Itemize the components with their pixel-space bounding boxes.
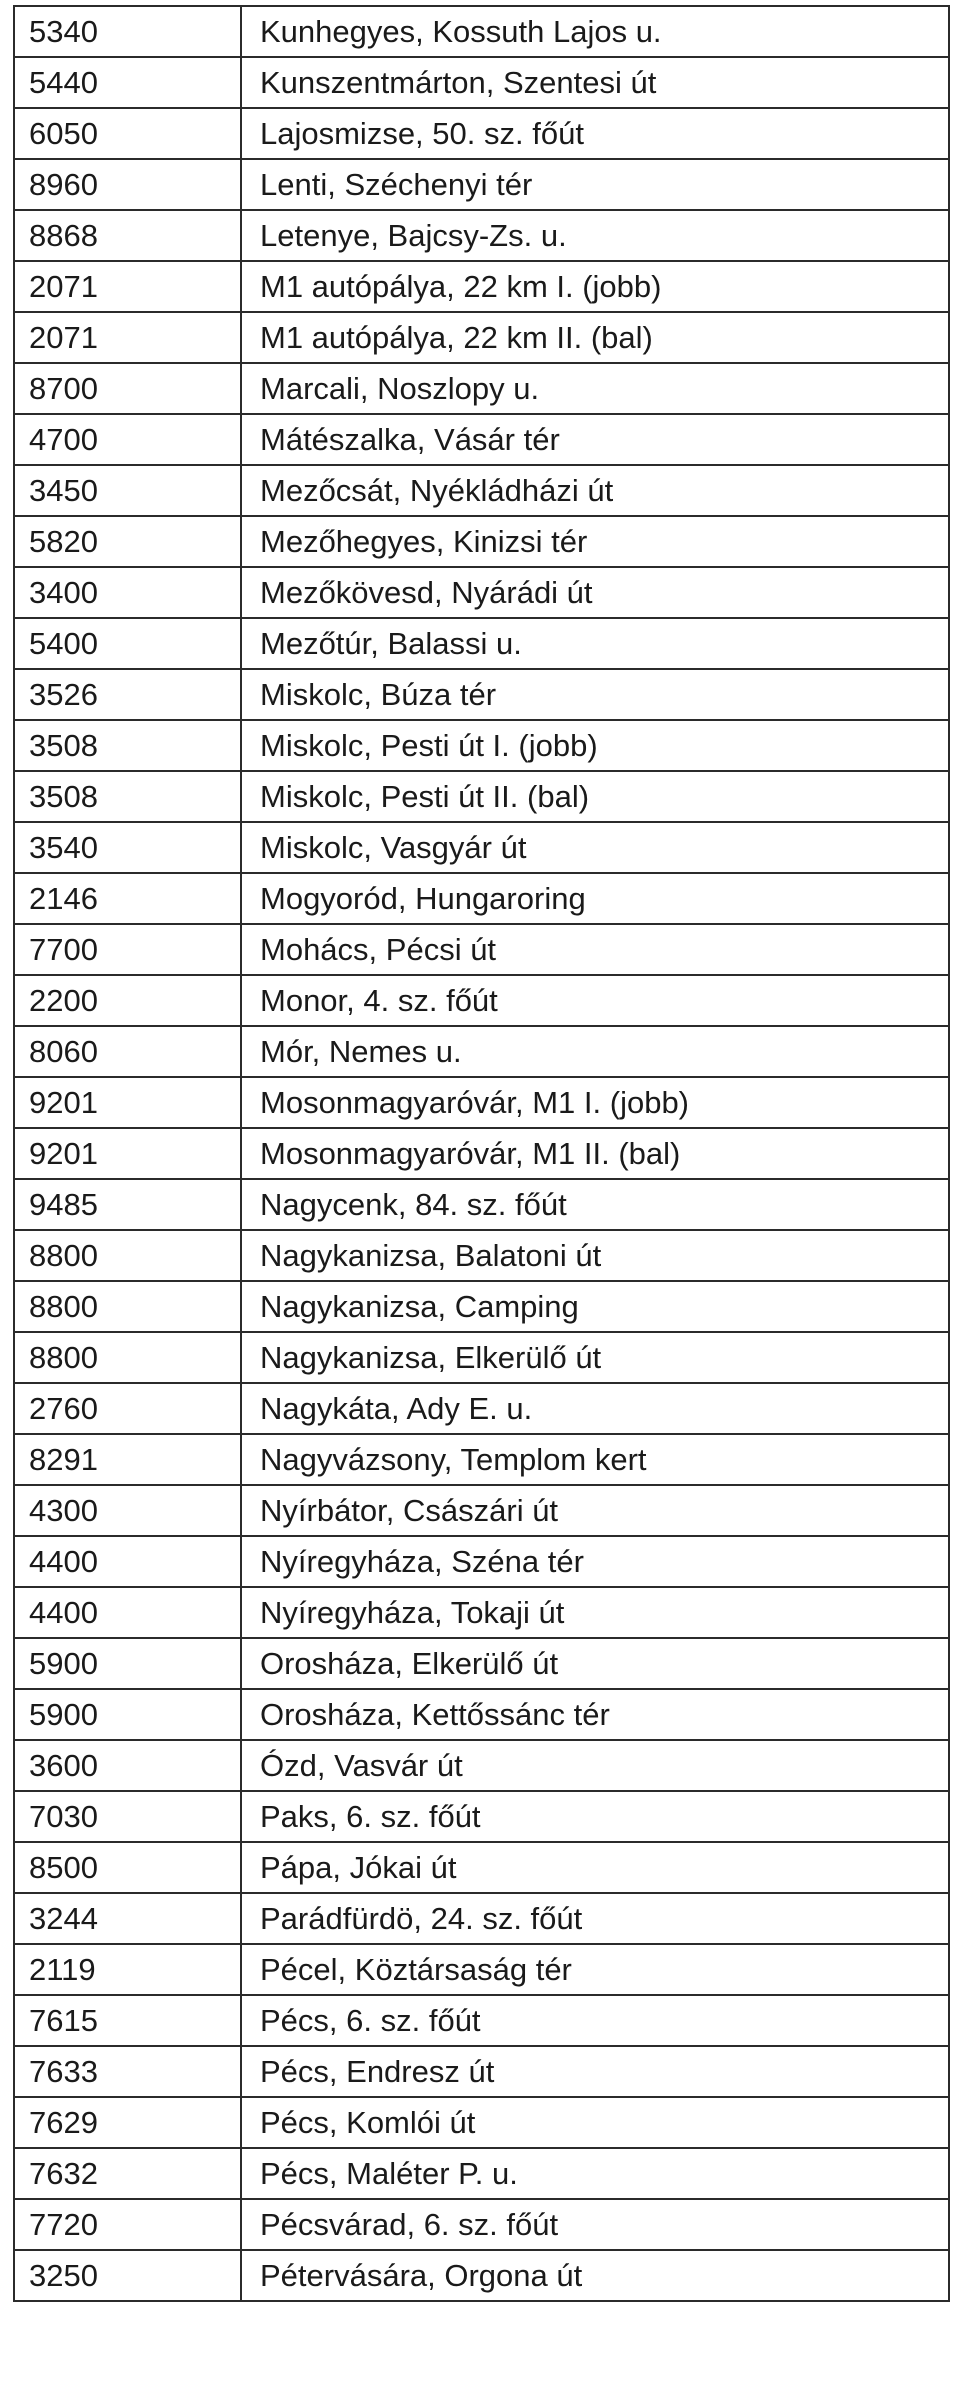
location-cell: Pápa, Jókai út — [241, 1842, 949, 1893]
postal-code-cell: 2760 — [14, 1383, 241, 1434]
location-cell: Miskolc, Vasgyár út — [241, 822, 949, 873]
location-cell: Miskolc, Búza tér — [241, 669, 949, 720]
table-row — [14, 1077, 949, 1128]
table-row — [14, 1689, 949, 1740]
location-cell: Nyíregyháza, Széna tér — [241, 1536, 949, 1587]
table-row — [14, 1791, 949, 1842]
location-cell: M1 autópálya, 22 km II. (bal) — [241, 312, 949, 363]
postal-code-cell: 9201 — [14, 1077, 241, 1128]
table-row — [14, 822, 949, 873]
location-cell: Kunszentmárton, Szentesi út — [241, 57, 949, 108]
table-row — [14, 2199, 949, 2250]
postal-code-cell: 8800 — [14, 1332, 241, 1383]
table-row — [14, 618, 949, 669]
location-cell: Mezőhegyes, Kinizsi tér — [241, 516, 949, 567]
location-cell: Letenye, Bajcsy-Zs. u. — [241, 210, 949, 261]
table-row — [14, 567, 949, 618]
table-row — [14, 1893, 949, 1944]
postal-code-cell: 7720 — [14, 2199, 241, 2250]
location-cell: Mátészalka, Vásár tér — [241, 414, 949, 465]
location-cell: Nyíregyháza, Tokaji út — [241, 1587, 949, 1638]
location-cell: Mezőcsát, Nyékládházi út — [241, 465, 949, 516]
table-row — [14, 1638, 949, 1689]
location-cell: Miskolc, Pesti út I. (jobb) — [241, 720, 949, 771]
location-cell: Mogyoród, Hungaroring — [241, 873, 949, 924]
table-row — [14, 2250, 949, 2301]
table-row — [14, 1434, 949, 1485]
location-cell: M1 autópálya, 22 km I. (jobb) — [241, 261, 949, 312]
table-row — [14, 1536, 949, 1587]
table-row — [14, 465, 949, 516]
table-row — [14, 1995, 949, 2046]
postal-code-cell: 5440 — [14, 57, 241, 108]
location-cell: Pécs, 6. sz. főút — [241, 1995, 949, 2046]
location-cell: Nyírbátor, Császári út — [241, 1485, 949, 1536]
table-row — [14, 210, 949, 261]
postal-code-cell: 7632 — [14, 2148, 241, 2199]
table-row — [14, 975, 949, 1026]
table-row — [14, 1281, 949, 1332]
table-row — [14, 1332, 949, 1383]
table-row — [14, 1740, 949, 1791]
table-row — [14, 924, 949, 975]
location-cell: Pétervására, Orgona út — [241, 2250, 949, 2301]
postal-code-cell: 4700 — [14, 414, 241, 465]
location-cell: Mezőtúr, Balassi u. — [241, 618, 949, 669]
postal-code-cell: 3508 — [14, 771, 241, 822]
postal-code-cell: 8700 — [14, 363, 241, 414]
location-cell: Orosháza, Elkerülő út — [241, 1638, 949, 1689]
location-cell: Nagyvázsony, Templom kert — [241, 1434, 949, 1485]
location-cell: Paks, 6. sz. főút — [241, 1791, 949, 1842]
postal-code-cell: 3244 — [14, 1893, 241, 1944]
location-cell: Lenti, Széchenyi tér — [241, 159, 949, 210]
table-row — [14, 669, 949, 720]
location-cell: Nagycenk, 84. sz. főút — [241, 1179, 949, 1230]
postal-code-cell: 3540 — [14, 822, 241, 873]
location-cell: Monor, 4. sz. főút — [241, 975, 949, 1026]
location-cell: Mosonmagyaróvár, M1 II. (bal) — [241, 1128, 949, 1179]
postal-code-cell: 2071 — [14, 261, 241, 312]
table-row — [14, 1485, 949, 1536]
postal-code-cell: 3400 — [14, 567, 241, 618]
table-row — [14, 2046, 949, 2097]
table-row — [14, 720, 949, 771]
table-row — [14, 771, 949, 822]
table-row — [14, 1026, 949, 1077]
postal-code-cell: 2119 — [14, 1944, 241, 1995]
location-cell: Mohács, Pécsi út — [241, 924, 949, 975]
location-cell: Mór, Nemes u. — [241, 1026, 949, 1077]
postal-code-cell: 2146 — [14, 873, 241, 924]
table-row — [14, 1230, 949, 1281]
table-row — [14, 363, 949, 414]
location-cell: Nagykanizsa, Balatoni út — [241, 1230, 949, 1281]
postal-code-cell: 3250 — [14, 2250, 241, 2301]
postal-code-cell: 5900 — [14, 1638, 241, 1689]
location-cell: Nagykanizsa, Elkerülő út — [241, 1332, 949, 1383]
postal-code-cell: 8800 — [14, 1230, 241, 1281]
table-row — [14, 57, 949, 108]
postal-code-cell: 4400 — [14, 1587, 241, 1638]
location-cell: Mosonmagyaróvár, M1 I. (jobb) — [241, 1077, 949, 1128]
location-cell: Lajosmizse, 50. sz. főút — [241, 108, 949, 159]
location-table — [13, 5, 950, 2302]
location-cell: Nagykanizsa, Camping — [241, 1281, 949, 1332]
table-row — [14, 108, 949, 159]
table-row — [14, 414, 949, 465]
location-cell: Parádfürdö, 24. sz. főút — [241, 1893, 949, 1944]
postal-code-cell: 6050 — [14, 108, 241, 159]
postal-code-cell: 7633 — [14, 2046, 241, 2097]
location-cell: Marcali, Noszlopy u. — [241, 363, 949, 414]
postal-code-cell: 2071 — [14, 312, 241, 363]
table-row — [14, 1587, 949, 1638]
location-cell: Pécs, Komlói út — [241, 2097, 949, 2148]
table-row — [14, 6, 949, 57]
postal-code-cell: 5900 — [14, 1689, 241, 1740]
postal-code-cell: 2200 — [14, 975, 241, 1026]
location-cell: Pécs, Endresz út — [241, 2046, 949, 2097]
postal-code-cell: 4300 — [14, 1485, 241, 1536]
location-cell: Ózd, Vasvár út — [241, 1740, 949, 1791]
postal-code-cell: 5820 — [14, 516, 241, 567]
location-cell: Pécsvárad, 6. sz. főút — [241, 2199, 949, 2250]
postal-code-cell: 8800 — [14, 1281, 241, 1332]
location-cell: Nagykáta, Ady E. u. — [241, 1383, 949, 1434]
table-row — [14, 516, 949, 567]
postal-code-cell: 4400 — [14, 1536, 241, 1587]
postal-code-cell: 8500 — [14, 1842, 241, 1893]
location-cell: Miskolc, Pesti út II. (bal) — [241, 771, 949, 822]
table-row — [14, 2097, 949, 2148]
postal-code-cell: 3600 — [14, 1740, 241, 1791]
postal-code-cell: 5340 — [14, 6, 241, 57]
postal-code-cell: 9201 — [14, 1128, 241, 1179]
postal-code-cell: 7629 — [14, 2097, 241, 2148]
postal-code-cell: 7615 — [14, 1995, 241, 2046]
table-row — [14, 873, 949, 924]
table-row — [14, 1944, 949, 1995]
table-row — [14, 312, 949, 363]
postal-code-cell: 3450 — [14, 465, 241, 516]
table-row — [14, 1383, 949, 1434]
location-cell: Pécel, Köztársaság tér — [241, 1944, 949, 1995]
postal-code-cell: 8291 — [14, 1434, 241, 1485]
location-cell: Kunhegyes, Kossuth Lajos u. — [241, 6, 949, 57]
postal-code-cell: 7030 — [14, 1791, 241, 1842]
postal-code-cell: 7700 — [14, 924, 241, 975]
postal-code-cell: 8060 — [14, 1026, 241, 1077]
postal-code-cell: 9485 — [14, 1179, 241, 1230]
postal-code-cell: 5400 — [14, 618, 241, 669]
table-row — [14, 1128, 949, 1179]
location-cell: Mezőkövesd, Nyárádi út — [241, 567, 949, 618]
table-body — [14, 6, 949, 2301]
table-row — [14, 2148, 949, 2199]
postal-code-cell: 3508 — [14, 720, 241, 771]
postal-code-cell: 3526 — [14, 669, 241, 720]
table-row — [14, 159, 949, 210]
table-row — [14, 261, 949, 312]
table-row — [14, 1842, 949, 1893]
location-cell: Pécs, Maléter P. u. — [241, 2148, 949, 2199]
postal-code-cell: 8868 — [14, 210, 241, 261]
table-row — [14, 1179, 949, 1230]
location-cell: Orosháza, Kettőssánc tér — [241, 1689, 949, 1740]
postal-code-cell: 8960 — [14, 159, 241, 210]
